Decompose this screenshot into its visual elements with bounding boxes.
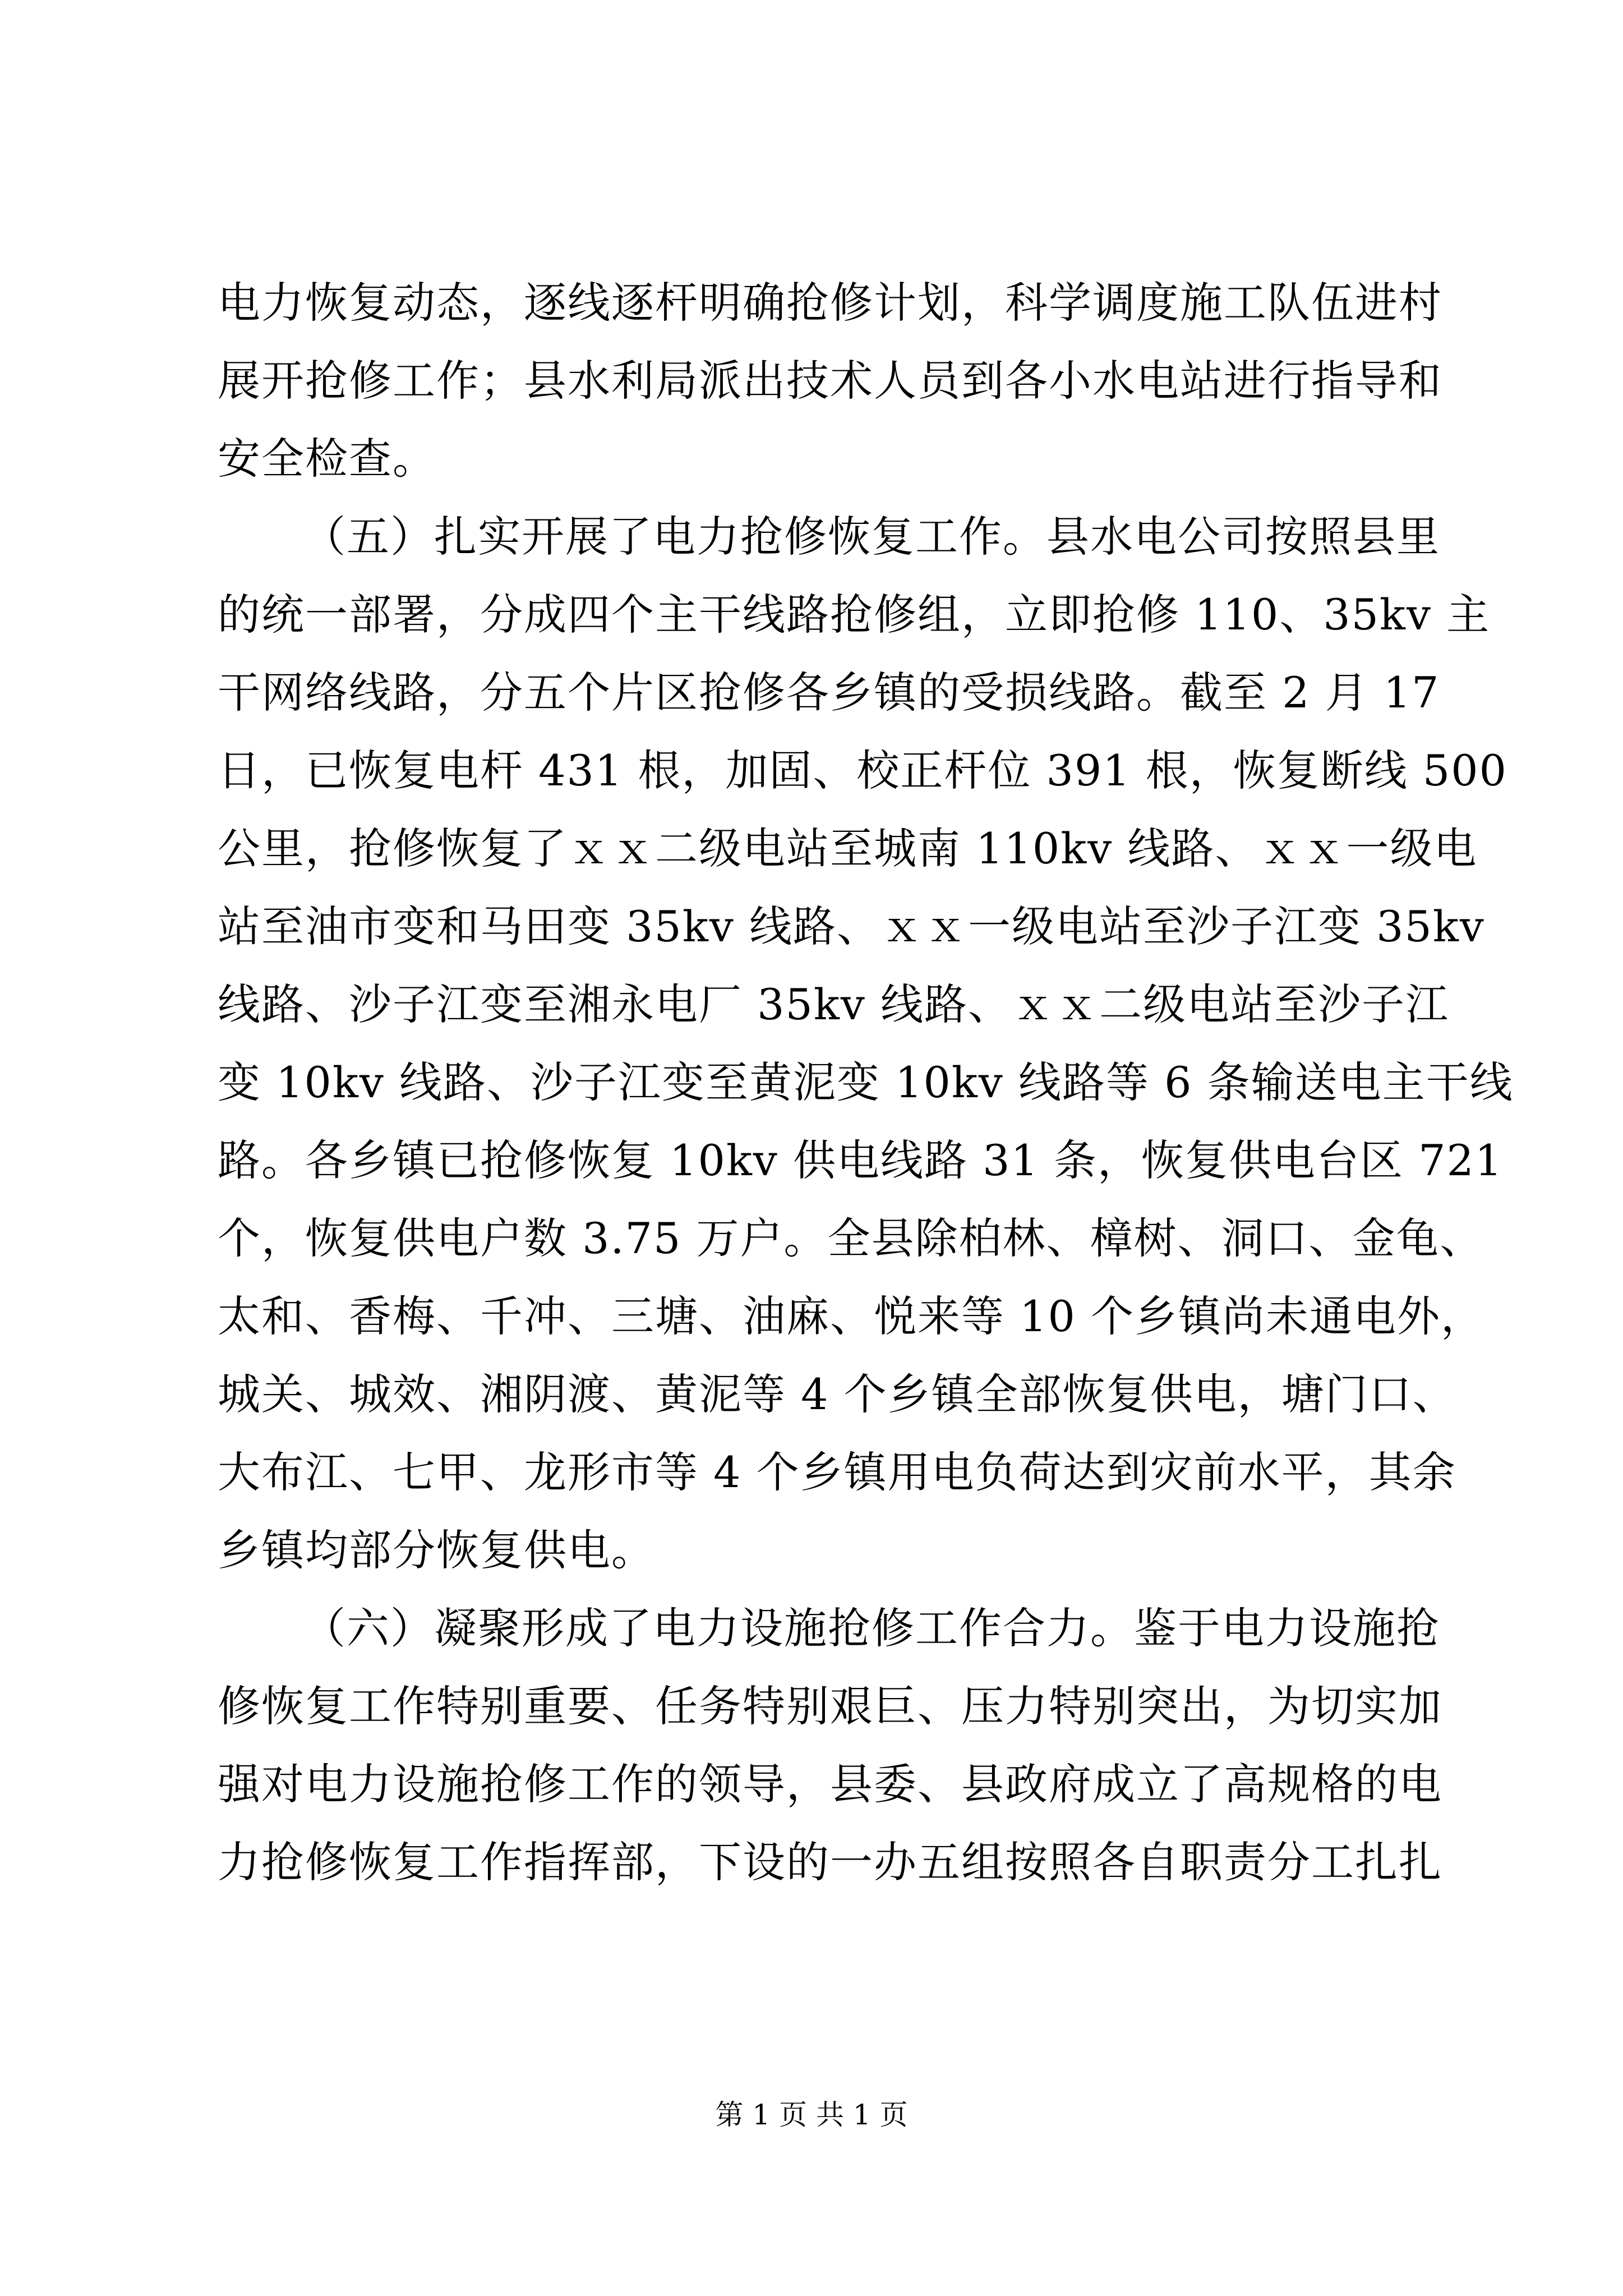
paragraph-start-line: （五）扎实开展了电力抢修恢复工作。县水电公司按照县里: [303, 512, 1440, 562]
text-line: 乡镇均部分恢复供电。: [218, 1525, 655, 1575]
text-line: 个，恢复供电户数 3.75 万户。全县除柏林、樟树、洞口、金龟、: [218, 1213, 1484, 1263]
text-line: 电力恢复动态，逐线逐杆明确抢修计划，科学调度施工队伍进村: [218, 278, 1442, 328]
text-line: 线路、沙子江变至湘永电厂 35kv 线路、ｘｘ二级电站至沙子江: [218, 979, 1450, 1029]
text-line: 的统一部署，分成四个主干线路抢修组，立即抢修 110、35kv 主: [218, 590, 1491, 639]
text-line: 城关、城效、湘阴渡、黄泥等 4 个乡镇全部恢复供电，塘门口、: [218, 1369, 1456, 1419]
text-line: 大布江、七甲、龙形市等 4 个乡镇用电负荷达到灾前水平，其余: [218, 1447, 1456, 1497]
paragraph-start-line: （六）凝聚形成了电力设施抢修工作合力。鉴于电力设施抢: [303, 1603, 1440, 1653]
document-body: [218, 264, 1514, 1901]
text-line: 路。各乡镇已抢修恢复 10kv 供电线路 31 条，恢复供电台区 721: [218, 1135, 1504, 1185]
text-line: 安全检查。: [218, 434, 436, 484]
text-line: 强对电力设施抢修工作的领导，县委、县政府成立了高规格的电: [218, 1759, 1442, 1809]
text-line: 日，已恢复电杆 431 根，加固、校正杆位 391 根，恢复断线 500: [218, 746, 1507, 795]
text-line: 修恢复工作特别重要、任务特别艰巨、压力特别突出，为切实加: [218, 1681, 1442, 1731]
text-line: 展开抢修工作；县水利局派出技术人员到各小水电站进行指导和: [218, 356, 1442, 406]
text-line: 力抢修恢复工作指挥部，下设的一办五组按照各自职责分工扎扎: [218, 1837, 1442, 1887]
text-line: 太和、香梅、千冲、三塘、油麻、悦来等 10 个乡镇尚未通电外，: [218, 1291, 1485, 1341]
page-number-footer: 第 1 页 共 1 页: [715, 2099, 908, 2131]
text-line: 干网络线路，分五个片区抢修各乡镇的受损线路。截至 2 月 17: [218, 668, 1440, 717]
text-line: 变 10kv 线路、沙子江变至黄泥变 10kv 线路等 6 条输送电主干线: [218, 1057, 1514, 1107]
text-line: 公里，抢修恢复了ｘｘ二级电站至城南 110kv 线路、ｘｘ一级电: [218, 823, 1478, 873]
text-line: 站至油市变和马田变 35kv 线路、ｘｘ一级电站至沙子江变 35kv: [218, 901, 1485, 951]
